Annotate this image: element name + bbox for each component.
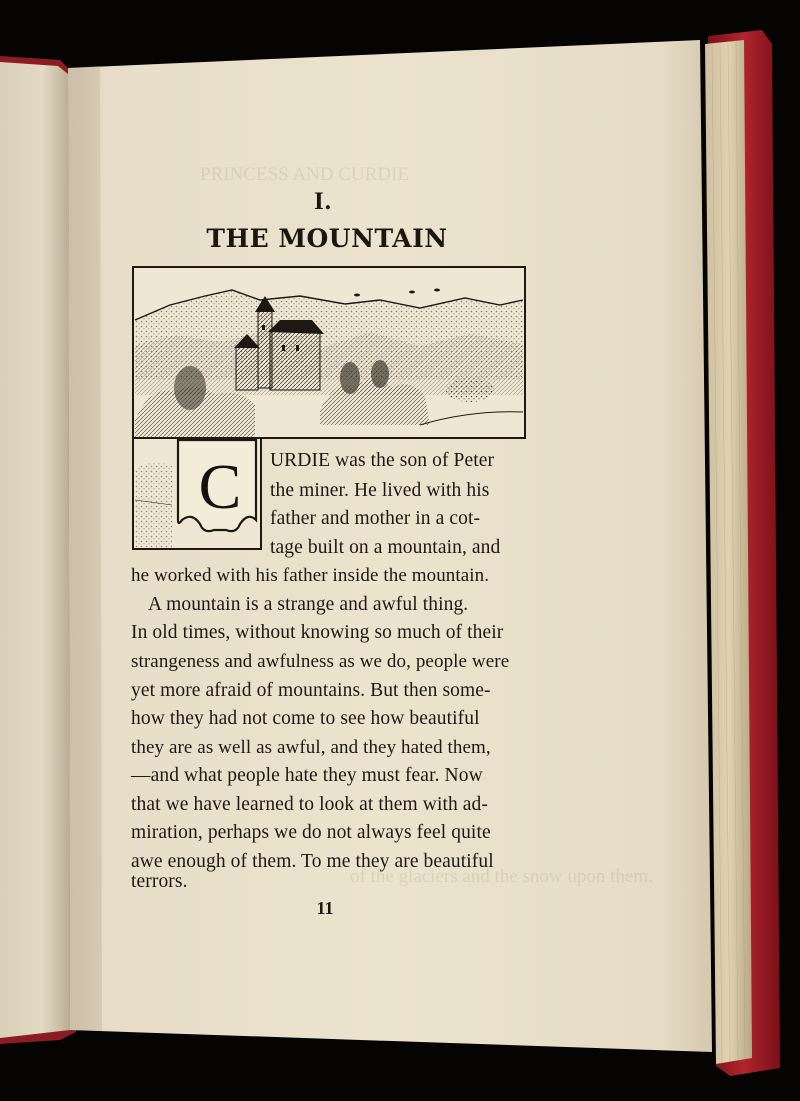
text-line: father and mother in a cot- xyxy=(270,508,481,529)
page-number: 11 xyxy=(316,898,334,918)
svg-text:of the glaciers and the snow u: of the glaciers and the snow upon them. xyxy=(350,866,653,887)
text-line: tage built on a mountain, and xyxy=(270,537,501,558)
text-line: miration, perhaps we do not always feel quite xyxy=(131,822,491,843)
text-line: yet more afraid of mountains. But then some- xyxy=(131,680,491,701)
text-line: A mountain is a strange and awful thing. xyxy=(148,594,469,615)
text-line: the miner. He lived with his xyxy=(270,480,490,501)
svg-text:PRINCESS AND CURDIE: PRINCESS AND CURDIE xyxy=(200,164,410,185)
text-line: that we have learned to look at them with ad- xyxy=(131,794,489,815)
left-page xyxy=(0,62,70,1038)
chapter-title: THE MOUNTAIN xyxy=(206,224,448,253)
text-line: —and what people hate they must fear. Now xyxy=(131,765,483,786)
text-line: how they had not come to see how beautiful xyxy=(131,708,480,729)
text-line: awe enough of them. To me they are beautiful xyxy=(131,851,494,872)
text-line: terrors. xyxy=(131,871,188,892)
text-line: URDIE was the son of Peter xyxy=(270,450,495,471)
chapter-number: I. xyxy=(314,188,332,215)
text-line: In old times, without knowing so much of their xyxy=(131,622,504,643)
text-line: strangeness and awfulness as we do, people were xyxy=(131,651,510,672)
text-line: they are as well as awful, and they hated them, xyxy=(131,737,491,758)
text-line: he worked with his father inside the mountain. xyxy=(131,565,490,586)
castle-illustration xyxy=(133,267,525,438)
drop-cap-letter: C xyxy=(198,451,242,522)
